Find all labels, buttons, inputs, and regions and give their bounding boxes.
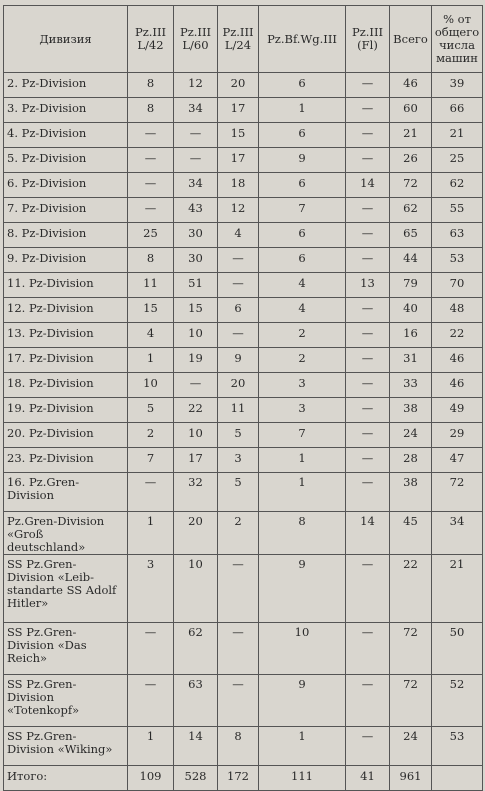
l60-cell: 19 (174, 348, 218, 373)
division-cell: 9. Pz-Division (4, 248, 128, 273)
division-cell: 12. Pz-Division (4, 298, 128, 323)
fl-cell: — (346, 448, 390, 473)
l24-cell: 11 (218, 398, 259, 423)
l60-cell: 22 (174, 398, 218, 423)
table-body (4, 73, 483, 791)
l42-cell: 11 (128, 273, 174, 298)
l42-cell: 1 (128, 512, 174, 555)
l24-cell: — (218, 273, 259, 298)
l42-cell: 8 (128, 248, 174, 273)
fl-cell: — (346, 727, 390, 766)
l60-cell: 30 (174, 223, 218, 248)
table-row (4, 675, 483, 727)
l24-cell: — (218, 248, 259, 273)
totals-l60-cell: 528 (174, 766, 218, 791)
total-cell: 38 (390, 398, 432, 423)
fl-cell: — (346, 423, 390, 448)
table-row (4, 223, 483, 248)
l24-cell: 20 (218, 73, 259, 98)
l60-cell: 63 (174, 675, 218, 727)
totals-division-cell: Итого: (4, 766, 128, 791)
bfwg-cell: 1 (259, 448, 346, 473)
bfwg-cell: 6 (259, 223, 346, 248)
bfwg-cell: 4 (259, 298, 346, 323)
total-cell: 72 (390, 675, 432, 727)
fl-cell: — (346, 123, 390, 148)
col-header-l42: Pz.III L/42 (128, 6, 174, 73)
percent-cell: 63 (432, 223, 483, 248)
table-row (4, 173, 483, 198)
col-header-fl: Pz.III (Fl) (346, 6, 390, 73)
l60-cell: — (174, 373, 218, 398)
l42-cell: 10 (128, 373, 174, 398)
l24-cell: 4 (218, 223, 259, 248)
l24-cell: 6 (218, 298, 259, 323)
l60-cell: 20 (174, 512, 218, 555)
col-header-l60: Pz.III L/60 (174, 6, 218, 73)
table-row (4, 323, 483, 348)
bfwg-cell: 3 (259, 373, 346, 398)
col-header-l24: Pz.III L/24 (218, 6, 259, 73)
l60-cell: 17 (174, 448, 218, 473)
l60-cell: 10 (174, 323, 218, 348)
l24-cell: 18 (218, 173, 259, 198)
l42-cell: 1 (128, 348, 174, 373)
fl-cell: 13 (346, 273, 390, 298)
division-cell: Pz.Gren-Division «Groß deutschland» (4, 512, 128, 555)
l24-cell: — (218, 323, 259, 348)
l42-cell: 8 (128, 73, 174, 98)
l60-cell: 34 (174, 173, 218, 198)
l24-cell: 17 (218, 98, 259, 123)
bfwg-cell: 3 (259, 398, 346, 423)
table-row (4, 727, 483, 766)
l24-cell: 15 (218, 123, 259, 148)
l60-cell: 12 (174, 73, 218, 98)
table-row (4, 298, 483, 323)
percent-cell: 50 (432, 623, 483, 675)
l24-cell: 2 (218, 512, 259, 555)
percent-cell: 46 (432, 348, 483, 373)
table-row (4, 373, 483, 398)
division-cell: 3. Pz-Division (4, 98, 128, 123)
total-cell: 24 (390, 423, 432, 448)
percent-cell: 70 (432, 273, 483, 298)
fl-cell: — (346, 398, 390, 423)
l60-cell: 10 (174, 555, 218, 623)
l42-cell: 4 (128, 323, 174, 348)
division-cell: 23. Pz-Division (4, 448, 128, 473)
total-cell: 72 (390, 173, 432, 198)
percent-cell: 66 (432, 98, 483, 123)
division-cell: SS Pz.Gren- Division «Totenkopf» (4, 675, 128, 727)
bfwg-cell: 1 (259, 727, 346, 766)
l42-cell: 7 (128, 448, 174, 473)
fl-cell: — (346, 373, 390, 398)
l24-cell: 3 (218, 448, 259, 473)
table-row (4, 512, 483, 555)
totals-l24-cell: 172 (218, 766, 259, 791)
l24-cell: 17 (218, 148, 259, 173)
l60-cell: 34 (174, 98, 218, 123)
fl-cell: — (346, 675, 390, 727)
total-cell: 40 (390, 298, 432, 323)
l42-cell: — (128, 148, 174, 173)
l60-cell: 62 (174, 623, 218, 675)
l60-cell: 14 (174, 727, 218, 766)
l24-cell: 5 (218, 473, 259, 512)
table-row (4, 148, 483, 173)
division-cell: 19. Pz-Division (4, 398, 128, 423)
bfwg-cell: 9 (259, 148, 346, 173)
division-cell: SS Pz.Gren- Division «Leib- standarte SS Adolf Hitler» (4, 555, 128, 623)
division-cell: 20. Pz-Division (4, 423, 128, 448)
l24-cell: 5 (218, 423, 259, 448)
l42-cell: 2 (128, 423, 174, 448)
l42-cell: 3 (128, 555, 174, 623)
fl-cell: — (346, 348, 390, 373)
total-cell: 38 (390, 473, 432, 512)
l42-cell: 5 (128, 398, 174, 423)
division-cell: 17. Pz-Division (4, 348, 128, 373)
l42-cell: — (128, 623, 174, 675)
total-cell: 33 (390, 373, 432, 398)
percent-cell: 53 (432, 248, 483, 273)
total-cell: 46 (390, 73, 432, 98)
total-cell: 62 (390, 198, 432, 223)
division-cell: 11. Pz-Division (4, 273, 128, 298)
division-cell: 16. Pz.Gren- Division (4, 473, 128, 512)
l24-cell: — (218, 623, 259, 675)
fl-cell: — (346, 298, 390, 323)
percent-cell: 62 (432, 173, 483, 198)
percent-cell: 49 (432, 398, 483, 423)
division-cell: 2. Pz-Division (4, 73, 128, 98)
percent-cell: 52 (432, 675, 483, 727)
l42-cell: — (128, 675, 174, 727)
l24-cell: 20 (218, 373, 259, 398)
division-cell: SS Pz.Gren- Division «Das Reich» (4, 623, 128, 675)
fl-cell: — (346, 223, 390, 248)
division-cell: 6. Pz-Division (4, 173, 128, 198)
fl-cell: — (346, 555, 390, 623)
l42-cell: — (128, 173, 174, 198)
l24-cell: 12 (218, 198, 259, 223)
division-cell: 18. Pz-Division (4, 373, 128, 398)
division-tank-table (3, 5, 483, 791)
totals-row (4, 766, 483, 791)
total-cell: 26 (390, 148, 432, 173)
l60-cell: 43 (174, 198, 218, 223)
percent-cell: 39 (432, 73, 483, 98)
total-cell: 60 (390, 98, 432, 123)
table-row (4, 423, 483, 448)
percent-cell: 29 (432, 423, 483, 448)
l24-cell: 8 (218, 727, 259, 766)
totals-total-cell: 961 (390, 766, 432, 791)
bfwg-cell: 2 (259, 323, 346, 348)
totals-l42-cell: 109 (128, 766, 174, 791)
l42-cell: — (128, 123, 174, 148)
total-cell: 45 (390, 512, 432, 555)
fl-cell: — (346, 73, 390, 98)
fl-cell: — (346, 623, 390, 675)
total-cell: 79 (390, 273, 432, 298)
table-row (4, 623, 483, 675)
l60-cell: 15 (174, 298, 218, 323)
percent-cell: 55 (432, 198, 483, 223)
division-cell: 5. Pz-Division (4, 148, 128, 173)
fl-cell: — (346, 473, 390, 512)
bfwg-cell: 6 (259, 173, 346, 198)
percent-cell: 25 (432, 148, 483, 173)
bfwg-cell: 2 (259, 348, 346, 373)
l60-cell: — (174, 123, 218, 148)
l60-cell: — (174, 148, 218, 173)
l60-cell: 51 (174, 273, 218, 298)
bfwg-cell: 1 (259, 98, 346, 123)
bfwg-cell: 10 (259, 623, 346, 675)
total-cell: 44 (390, 248, 432, 273)
division-cell: 4. Pz-Division (4, 123, 128, 148)
total-cell: 22 (390, 555, 432, 623)
percent-cell: 21 (432, 555, 483, 623)
percent-cell: 53 (432, 727, 483, 766)
bfwg-cell: 7 (259, 423, 346, 448)
table-row (4, 98, 483, 123)
col-header-bfwg: Pz.Bf.Wg.III (259, 6, 346, 73)
bfwg-cell: 7 (259, 198, 346, 223)
bfwg-cell: 6 (259, 123, 346, 148)
fl-cell: 14 (346, 173, 390, 198)
percent-cell: 46 (432, 373, 483, 398)
percent-cell: 21 (432, 123, 483, 148)
table-row (4, 555, 483, 623)
bfwg-cell: 4 (259, 273, 346, 298)
totals-fl-cell: 41 (346, 766, 390, 791)
totals-bfwg-cell: 111 (259, 766, 346, 791)
fl-cell: — (346, 98, 390, 123)
col-header-percent: % от общего числа машин (432, 6, 483, 73)
table-row (4, 73, 483, 98)
division-cell: 7. Pz-Division (4, 198, 128, 223)
fl-cell: 14 (346, 512, 390, 555)
total-cell: 72 (390, 623, 432, 675)
division-cell: 8. Pz-Division (4, 223, 128, 248)
total-cell: 24 (390, 727, 432, 766)
percent-cell: 22 (432, 323, 483, 348)
fl-cell: — (346, 198, 390, 223)
l42-cell: 8 (128, 98, 174, 123)
table-row (4, 398, 483, 423)
col-header-total: Всего (390, 6, 432, 73)
percent-cell: 48 (432, 298, 483, 323)
l24-cell: 9 (218, 348, 259, 373)
fl-cell: — (346, 148, 390, 173)
l24-cell: — (218, 555, 259, 623)
total-cell: 16 (390, 323, 432, 348)
percent-cell: 34 (432, 512, 483, 555)
fl-cell: — (346, 248, 390, 273)
l42-cell: 25 (128, 223, 174, 248)
col-header-division: Дивизия (4, 6, 128, 73)
bfwg-cell: 9 (259, 555, 346, 623)
total-cell: 21 (390, 123, 432, 148)
l42-cell: 15 (128, 298, 174, 323)
l42-cell: 1 (128, 727, 174, 766)
bfwg-cell: 1 (259, 473, 346, 512)
table-row (4, 248, 483, 273)
bfwg-cell: 6 (259, 73, 346, 98)
table-row (4, 348, 483, 373)
total-cell: 65 (390, 223, 432, 248)
table-row (4, 448, 483, 473)
bfwg-cell: 9 (259, 675, 346, 727)
totals-percent-cell (432, 766, 483, 791)
l60-cell: 32 (174, 473, 218, 512)
fl-cell: — (346, 323, 390, 348)
percent-cell: 47 (432, 448, 483, 473)
header-row (4, 6, 483, 73)
division-cell: 13. Pz-Division (4, 323, 128, 348)
total-cell: 28 (390, 448, 432, 473)
total-cell: 31 (390, 348, 432, 373)
division-cell: SS Pz.Gren- Division «Wiking» (4, 727, 128, 766)
bfwg-cell: 8 (259, 512, 346, 555)
table-row (4, 123, 483, 148)
percent-cell: 72 (432, 473, 483, 512)
l24-cell: — (218, 675, 259, 727)
l60-cell: 10 (174, 423, 218, 448)
l60-cell: 30 (174, 248, 218, 273)
table-row (4, 198, 483, 223)
bfwg-cell: 6 (259, 248, 346, 273)
table-row (4, 273, 483, 298)
table-row (4, 473, 483, 512)
l42-cell: — (128, 473, 174, 512)
l42-cell: — (128, 198, 174, 223)
